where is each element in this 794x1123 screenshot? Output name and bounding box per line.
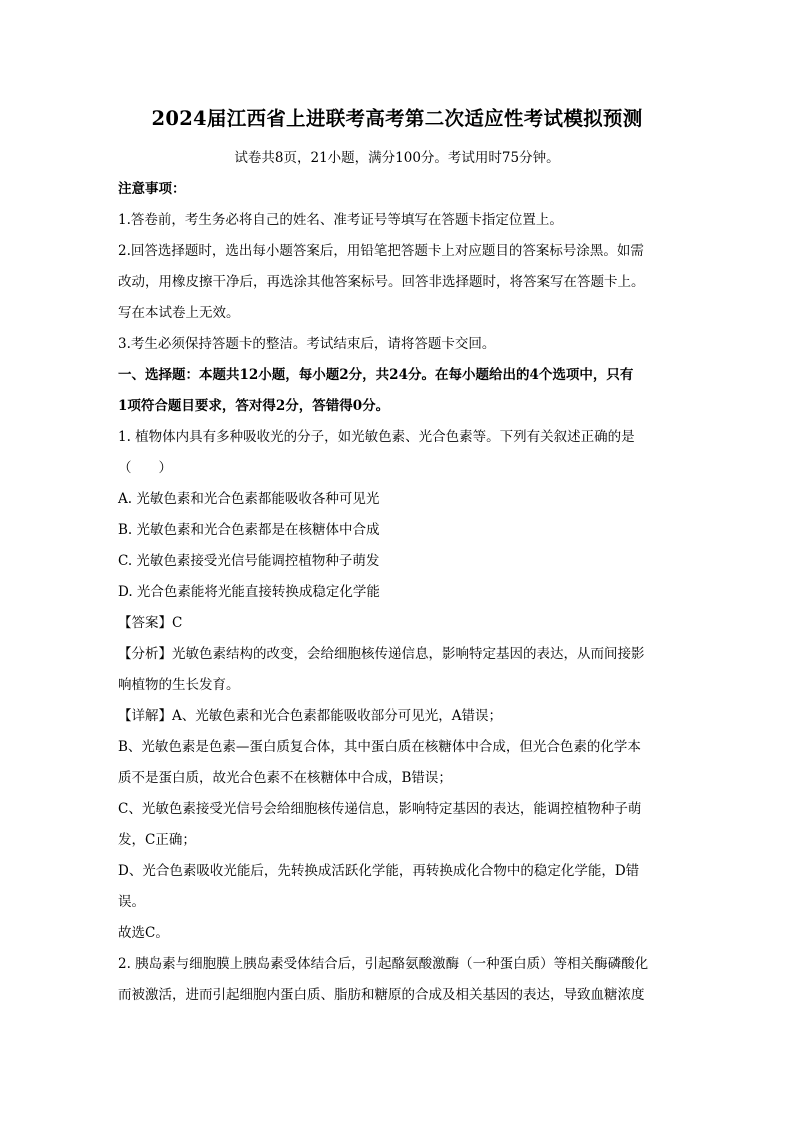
page-title: 2024届江西省上进联考高考第二次适应性考试模拟预测 — [151, 107, 643, 130]
question-1-detail-line-4: C、光敏色素接受光信号会给细胞核传递信息，影响特定基因的表达，能调控植物种子萌 — [118, 801, 642, 817]
notice-item-3: 3.考生必须保持答题卡的整洁。考试结束后，请将答题卡交回。 — [118, 336, 496, 352]
notice-item-1: 1.答卷前，考生务必将自己的姓名、准考证号等填写在答题卡指定位置上。 — [118, 212, 563, 228]
notice-item-2-line-2: 改动，用橡皮擦干净后，再选涂其他答案标号。回答非选择题时，将答案写在答题卡上。 — [118, 274, 645, 290]
question-1-analysis-line-2: 响植物的生长发育。 — [118, 677, 240, 693]
question-1-option-a: A. 光敏色素和光合色素都能吸收各种可见光 — [118, 491, 380, 507]
question-2-stem-line-2: 而被激活，进而引起细胞内蛋白质、脂肪和糖原的合成及相关基因的表达，导致血糖浓度 — [118, 987, 645, 1003]
document-body — [118, 174, 678, 1011]
question-1-option-c: C. 光敏色素接受光信号能调控植物种子萌发 — [118, 553, 380, 569]
question-1-stem-line-2: （ ） — [118, 460, 172, 476]
notice-item-2-line-1: 2.回答选择题时，选出每小题答案后，用铅笔把答题卡上对应题目的答案标号涂黑。如需 — [118, 243, 644, 259]
question-1-detail-line-1: 【详解】A、光敏色素和光合色素都能吸收部分可见光，A错误； — [118, 708, 502, 724]
question-1-conclusion: 故选C。 — [118, 925, 169, 941]
question-1-stem-line-1: 1. 植物体内具有多种吸收光的分子，如光敏色素、光合色素等。下列有关叙述正确的是 — [118, 429, 635, 445]
notice-heading: 注意事项： — [118, 181, 186, 197]
question-1-answer: 【答案】C — [118, 615, 183, 631]
notice-item-2-line-3: 写在本试卷上无效。 — [118, 305, 240, 321]
question-1-detail-line-6: D、光合色素吸收光能后，先转换成活跃化学能，再转换成化合物中的稳定化学能，D错 — [118, 863, 640, 879]
question-1-detail-line-3: 质不是蛋白质，故光合色素不在核糖体中合成，B错误； — [118, 770, 452, 786]
question-1-detail-line-7: 误。 — [118, 894, 145, 910]
section-heading-line-2: 1项符合题目要求，答对得2分，答错得0分。 — [118, 398, 390, 414]
question-1-option-b: B. 光敏色素和光合色素都是在核糖体中合成 — [118, 522, 380, 538]
question-1-detail-line-2: B、光敏色素是色素—蛋白质复合体，其中蛋白质在核糖体中合成，但光合色素的化学本 — [118, 739, 641, 755]
exam-info: 试卷共8页，21小题，满分100分。考试用时75分钟。 — [234, 150, 560, 166]
section-heading-line-1: 一、选择题：本题共12小题，每小题2分，共24分。在每小题给出的4个选项中，只有 — [118, 367, 634, 383]
question-2-stem-line-1: 2. 胰岛素与细胞膜上胰岛素受体结合后，引起酪氨酸激酶（一种蛋白质）等相关酶磷酸化 — [118, 956, 649, 972]
question-1-option-d: D. 光合色素能将光能直接转换成稳定化学能 — [118, 584, 380, 600]
question-1-detail-line-5: 发，C正确； — [118, 832, 196, 848]
question-1-analysis-line-1: 【分析】光敏色素结构的改变，会给细胞核传递信息，影响特定基因的表达，从而间接影 — [118, 646, 645, 662]
